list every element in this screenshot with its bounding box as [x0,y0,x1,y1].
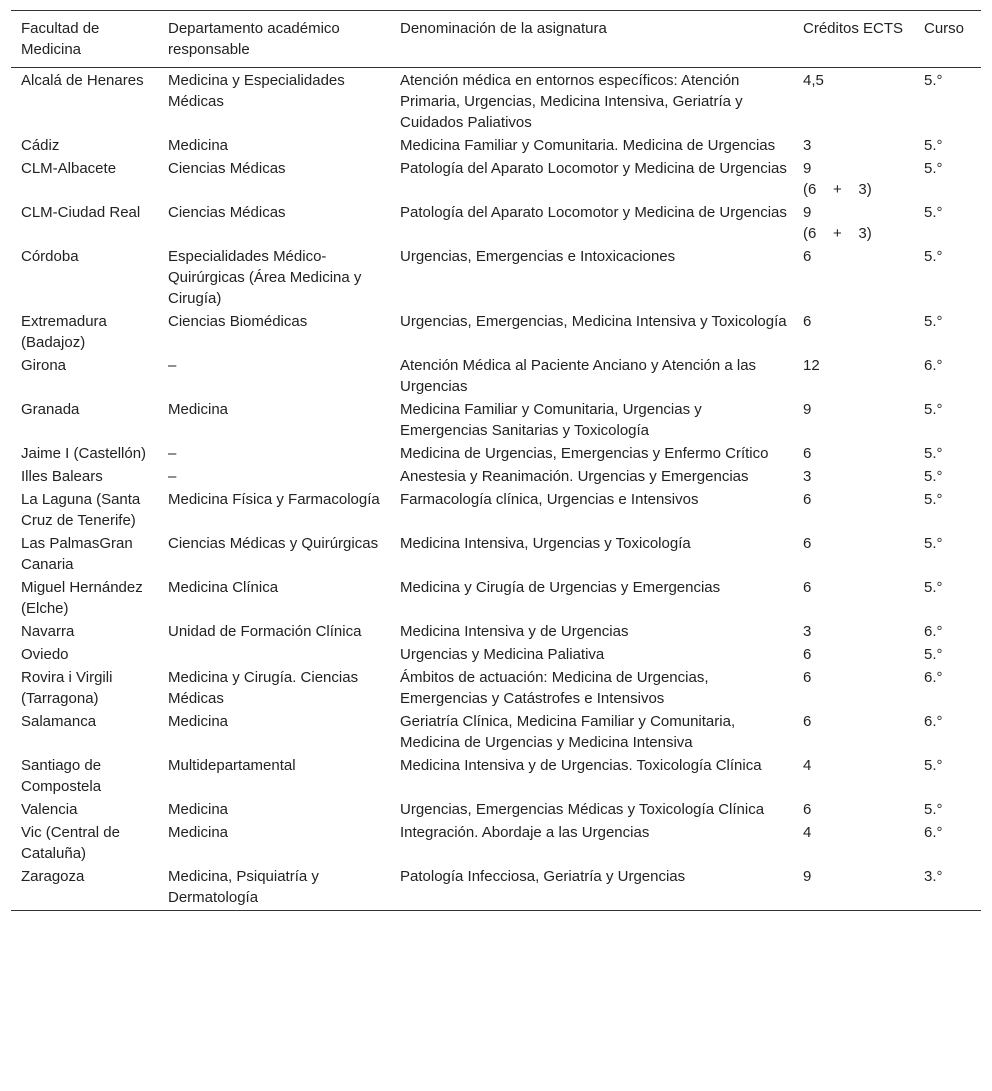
faculty-cell: Rovira i Virgili (Tarragona) [21,669,113,707]
subject-cell: Urgencias, Emergencias Médicas y Toxicología Clínica [400,801,765,818]
faculty-cell: Córdoba [21,248,79,265]
subject-cell: Medicina de Urgencias, Emergencias y Enfermo Crítico [400,445,769,462]
subject-cell: Geriatría Clínica, Medicina Familiar y Comunitaria, Medicina de Urgencias y Medicina Intensiva [400,713,736,751]
subject-cell: Integración. Abordaje a las Urgencias [400,824,650,841]
credits-cell: 12 [803,357,820,374]
table-row [11,354,981,398]
credits-cell: 6 [803,669,812,686]
department-cell: Medicina y Especialidades Médicas [168,72,345,110]
faculty-cell: Zaragoza [21,868,85,885]
subject-cell: Urgencias, Emergencias, Medicina Intensiva y Toxicología [400,313,787,330]
header-row [11,11,981,68]
department-cell: Medicina Clínica [168,579,279,596]
department-cell: Medicina [168,713,229,730]
credits-cell: 6 [803,535,812,552]
faculty-cell: Granada [21,401,80,418]
department-cell: Unidad de Formación Clínica [168,623,362,640]
course-cell: 5.° [924,535,943,552]
header-subject: Denominación de la asignatura [400,20,607,37]
credits-breakdown: (6 + 3) [803,181,872,198]
table-row [11,157,981,201]
subject-cell: Medicina Intensiva y de Urgencias [400,623,629,640]
credits-cell: 9 [803,868,812,885]
table-header [11,11,981,68]
table-row [11,68,981,135]
faculty-cell: Navarra [21,623,75,640]
courses-table-container [11,10,981,911]
faculty-cell: CLM-Ciudad Real [21,204,141,221]
subject-cell: Medicina Familiar y Comunitaria, Urgencias y Emergencias Sanitarias y Toxicología [400,401,702,439]
course-cell: 5.° [924,248,943,265]
table-row [11,865,981,911]
department-cell: – [168,468,177,485]
credits-value: 9 [803,204,812,221]
department-cell: – [168,357,177,374]
header-course: Curso [924,20,965,37]
subject-cell: Medicina Intensiva y de Urgencias. Toxicología Clínica [400,757,762,774]
header-credits: Créditos ECTS [803,20,904,37]
department-cell: Multidepartamental [168,757,296,774]
subject-cell: Urgencias, Emergencias e Intoxicaciones [400,248,676,265]
header-faculty: Facultad de Medicina [21,20,100,58]
faculty-cell: Santiago de Compostela [21,757,102,795]
department-cell: Medicina, Psiquiatría y Dermatología [168,868,319,906]
course-cell: 5.° [924,491,943,508]
faculty-cell: Illes Balears [21,468,103,485]
department-cell [158,643,390,666]
department-cell: Medicina [168,137,229,154]
course-cell: 5.° [924,204,943,221]
course-cell: 5.° [924,445,943,462]
faculty-cell: Cádiz [21,137,60,154]
course-cell: 5.° [924,468,943,485]
department-cell: Medicina [168,401,229,418]
table-row [11,465,981,488]
table-row [11,245,981,310]
table-row [11,442,981,465]
subject-cell: Atención médica en entornos específicos: Atención Primaria, Urgencias, Medicina Intensiva, Geriatría y Cuidados Paliativos [400,72,743,131]
credits-cell [793,201,914,245]
credits-breakdown: (6 + 3) [803,225,872,242]
department-cell: Ciencias Médicas y Quirúrgicas [168,535,379,552]
faculty-cell: Alcalá de Henares [21,72,144,89]
credits-cell: 4 [803,757,812,774]
course-cell: 5.° [924,72,943,89]
header-department: Departamento académico responsable [168,20,340,58]
department-cell: – [168,445,177,462]
courses-table [11,10,981,911]
table-row [11,488,981,532]
course-cell: 5.° [924,160,943,177]
course-cell: 6.° [924,669,943,686]
faculty-cell: La Laguna (Santa Cruz de Tenerife) [21,491,141,529]
department-cell: Medicina [168,801,229,818]
faculty-cell: Jaime I (Castellón) [21,445,147,462]
table-row [11,754,981,798]
faculty-cell: Girona [21,357,67,374]
credits-cell: 6 [803,579,812,596]
table-row [11,398,981,442]
department-cell: Especialidades Médico-Quirúrgicas (Área Medicina y Cirugía) [168,248,362,307]
department-cell: Ciencias Médicas [168,160,286,177]
table-row [11,201,981,245]
faculty-cell: Vic (Central de Cataluña) [21,824,120,862]
faculty-cell: Miguel Hernández (Elche) [21,579,143,617]
course-cell: 3.° [924,868,943,885]
credits-cell: 4,5 [803,72,824,89]
table-row [11,532,981,576]
department-cell: Ciencias Biomédicas [168,313,308,330]
faculty-cell: Las PalmasGran Canaria [21,535,133,573]
course-cell: 6.° [924,824,943,841]
credits-cell: 6 [803,801,812,818]
course-cell: 5.° [924,579,943,596]
faculty-cell: Valencia [21,801,78,818]
credits-cell: 6 [803,445,812,462]
course-cell: 6.° [924,713,943,730]
credits-cell: 6 [803,646,812,663]
table-row [11,666,981,710]
table-row [11,620,981,643]
faculty-cell: CLM-Albacete [21,160,117,177]
faculty-cell: Oviedo [21,646,69,663]
table-body [11,68,981,911]
credits-cell: 4 [803,824,812,841]
faculty-cell: Salamanca [21,713,97,730]
course-cell: 6.° [924,623,943,640]
course-cell: 5.° [924,137,943,154]
credits-cell: 3 [803,137,812,154]
credits-cell: 9 [803,401,812,418]
department-cell: Medicina Física y Farmacología [168,491,380,508]
subject-cell: Patología del Aparato Locomotor y Medicina de Urgencias [400,160,787,177]
subject-cell: Medicina y Cirugía de Urgencias y Emergencias [400,579,721,596]
table-row [11,643,981,666]
subject-cell: Atención Médica al Paciente Anciano y Atención a las Urgencias [400,357,757,395]
department-cell: Medicina [168,824,229,841]
course-cell: 5.° [924,313,943,330]
credits-cell: 3 [803,623,812,640]
credits-cell: 6 [803,491,812,508]
course-cell: 6.° [924,357,943,374]
course-cell: 5.° [924,646,943,663]
subject-cell: Anestesia y Reanimación. Urgencias y Emergencias [400,468,749,485]
credits-cell: 6 [803,313,812,330]
credits-cell [793,157,914,201]
subject-cell: Patología Infecciosa, Geriatría y Urgencias [400,868,686,885]
credits-cell: 6 [803,713,812,730]
subject-cell: Urgencias y Medicina Paliativa [400,646,605,663]
course-cell: 5.° [924,757,943,774]
table-row [11,798,981,821]
table-row [11,821,981,865]
department-cell: Ciencias Médicas [168,204,286,221]
table-row [11,576,981,620]
course-cell: 5.° [924,801,943,818]
subject-cell: Patología del Aparato Locomotor y Medicina de Urgencias [400,204,787,221]
faculty-cell: Extremadura (Badajoz) [21,313,107,351]
table-row [11,134,981,157]
table-row [11,310,981,354]
department-cell: Medicina y Cirugía. Ciencias Médicas [168,669,359,707]
subject-cell: Medicina Familiar y Comunitaria. Medicina de Urgencias [400,137,776,154]
table-row [11,710,981,754]
subject-cell: Farmacología clínica, Urgencias e Intensivos [400,491,699,508]
subject-cell: Ámbitos de actuación: Medicina de Urgencias, Emergencias y Catástrofes e Intensivos [400,669,709,707]
course-cell: 5.° [924,401,943,418]
subject-cell: Medicina Intensiva, Urgencias y Toxicología [400,535,691,552]
credits-cell: 3 [803,468,812,485]
credits-cell: 6 [803,248,812,265]
credits-value: 9 [803,160,812,177]
